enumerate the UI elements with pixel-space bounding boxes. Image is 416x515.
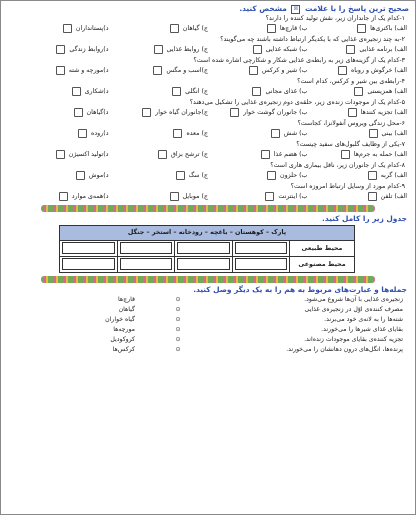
- option-checkbox[interactable]: [142, 108, 151, 117]
- match-statement: شته‌ها را به لانه‌ی خود می‌برند.: [324, 316, 403, 324]
- answer-option[interactable]: [109, 24, 209, 33]
- option-label: ب) شش: [283, 129, 308, 137]
- match-dot-icon[interactable]: ⊙: [175, 316, 181, 324]
- question-text: ۴-رابطه‌ی بین شیر و کرکس، کدام است؟: [297, 77, 405, 85]
- answer-option[interactable]: [208, 24, 308, 33]
- option-label: ب) حلزون: [279, 171, 308, 179]
- option-label: د)شکاری: [84, 87, 109, 95]
- match-answer: گیاهان: [118, 306, 135, 314]
- option-label: ب) شبکه غذایی: [265, 45, 308, 53]
- question-options: [9, 86, 407, 97]
- option-label: ب) جانوران گوشت خوار: [243, 108, 308, 116]
- option-checkbox[interactable]: [341, 150, 350, 159]
- option-label: د)همه‌ی موارد: [71, 192, 109, 200]
- question-options: [9, 65, 407, 76]
- question-options: [9, 44, 407, 55]
- answer-option[interactable]: [308, 129, 408, 138]
- answer-option[interactable]: [308, 108, 408, 117]
- match-answer: کرکس‌ها: [112, 346, 135, 354]
- option-checkbox[interactable]: [170, 192, 179, 201]
- answer-option[interactable]: [308, 192, 408, 201]
- question-text: ۱-کدام یک از جانداران زیر، نقش تولید کننده را دارند؟: [265, 14, 405, 22]
- option-checkbox[interactable]: [74, 108, 83, 117]
- option-checkbox[interactable]: [72, 87, 81, 96]
- option-label: ب) قارچ‌ها: [279, 24, 308, 32]
- option-label: ب) غذای مجانی: [265, 87, 308, 95]
- match-row: [7, 326, 409, 336]
- section2-title: جدول زیر را کامل کنید.: [322, 213, 407, 223]
- answer-cell[interactable]: [232, 240, 289, 256]
- option-checkbox[interactable]: [76, 171, 85, 180]
- option-label: ج) معده: [186, 129, 208, 137]
- option-checkbox[interactable]: [354, 87, 363, 96]
- answer-cell[interactable]: [232, 256, 289, 272]
- match-dot-icon[interactable]: ⊙: [175, 306, 181, 314]
- question-options: [9, 128, 407, 139]
- section1-title: [7, 4, 409, 14]
- match-row: [7, 316, 409, 326]
- match-row: [7, 306, 409, 316]
- option-checkbox[interactable]: [249, 66, 258, 75]
- answer-cell[interactable]: [60, 240, 118, 256]
- option-checkbox[interactable]: [348, 108, 357, 117]
- answer-cell[interactable]: [117, 240, 174, 256]
- option-label: الف) تلفن: [380, 192, 407, 200]
- answer-option[interactable]: [109, 192, 209, 201]
- option-label: د)تولید اکسیژن: [68, 150, 109, 158]
- table-row: [60, 240, 355, 256]
- answer-cell[interactable]: [60, 256, 118, 272]
- option-label: د)پستانداران: [75, 24, 109, 32]
- answer-option[interactable]: [208, 87, 308, 96]
- answer-option[interactable]: [208, 108, 308, 117]
- row-label-natural: محیط طبیعی: [290, 240, 355, 256]
- section1-title-end: مشخص کنید.: [239, 4, 287, 13]
- option-checkbox[interactable]: [59, 192, 68, 201]
- answer-option[interactable]: [208, 129, 308, 138]
- table-header-words: پارک – کوهستان – باغچه – رودخانه – استخر – جنگل: [60, 225, 355, 240]
- answer-option[interactable]: [308, 171, 408, 180]
- option-checkbox[interactable]: [261, 150, 270, 159]
- answer-option[interactable]: [208, 150, 308, 159]
- fill-table: [59, 225, 355, 273]
- option-label: الف) بینی: [381, 129, 407, 137]
- option-checkbox[interactable]: [78, 129, 87, 138]
- match-statement: زنجیره‌ی غذایی با آن‌ها شروع می‌شود.: [304, 296, 403, 304]
- answer-option[interactable]: [9, 171, 109, 180]
- questions-list: [1, 15, 415, 202]
- option-checkbox[interactable]: [338, 66, 347, 75]
- option-label: الف) همزیستی: [367, 87, 407, 95]
- answer-option[interactable]: [109, 66, 209, 75]
- answer-option[interactable]: [109, 171, 209, 180]
- answer-option[interactable]: [109, 150, 209, 159]
- option-label: الف) حمله به جرم‌ها: [353, 150, 407, 158]
- option-label: الف) تجزیه کنندها: [360, 108, 407, 116]
- match-dot-icon[interactable]: ⊙: [175, 296, 181, 304]
- option-checkbox[interactable]: [368, 192, 377, 201]
- option-checkbox[interactable]: [176, 171, 185, 180]
- option-label: ج) گیاهان: [182, 24, 208, 32]
- option-checkbox[interactable]: [172, 87, 181, 96]
- answer-option[interactable]: [308, 150, 408, 159]
- option-checkbox[interactable]: [369, 129, 378, 138]
- answer-option[interactable]: [9, 66, 109, 75]
- option-label: الف) برنامه غذایی: [359, 45, 407, 53]
- option-checkbox[interactable]: [153, 66, 162, 75]
- match-dot-icon[interactable]: ⊙: [175, 346, 181, 354]
- option-checkbox[interactable]: [346, 45, 355, 54]
- question-options: [9, 170, 407, 181]
- option-label: ب) اینترنت: [278, 192, 308, 200]
- option-checkbox[interactable]: [56, 45, 65, 54]
- section1-title-text: صحیح ترین پاسخ را با علامت: [304, 4, 409, 13]
- option-checkbox[interactable]: [154, 45, 163, 54]
- option-checkbox[interactable]: [253, 45, 262, 54]
- answer-cell[interactable]: [175, 240, 232, 256]
- match-answer: گیاه خواران: [105, 316, 135, 324]
- answer-option[interactable]: [308, 66, 408, 75]
- match-statement: بقایای غذای شیرها را می‌خورند.: [321, 326, 403, 334]
- answer-option[interactable]: [9, 108, 109, 117]
- answer-option[interactable]: [109, 87, 209, 96]
- question-text: ۲-به چند زنجیره‌ی غذایی که با یکدیگر ارتباط داشته باشند چه می‌گویند؟: [220, 35, 405, 43]
- option-checkbox[interactable]: [267, 24, 276, 33]
- option-label: ب) شیر و کرکس: [261, 66, 308, 74]
- answer-option[interactable]: [308, 87, 408, 96]
- decorative-vine-divider: [41, 205, 375, 212]
- table-row: [60, 256, 355, 272]
- option-label: الف) گربه: [380, 171, 407, 179]
- option-label: د)گیاهان: [86, 108, 109, 116]
- section3-title: جمله‌ها و عبارت‌های مربوط به هم را به یک دیگر وصل کنید.: [193, 284, 407, 294]
- answer-option[interactable]: [208, 66, 308, 75]
- question-text: ۳-کدام یک از گزینه‌های زیر به رابطه‌ی غذایی شکار و شکارچی اشاره شده است؟: [193, 56, 405, 64]
- question-options: [9, 23, 407, 34]
- match-answer: کروکودیل: [110, 336, 135, 344]
- answer-option[interactable]: [109, 129, 209, 138]
- match-dot-icon[interactable]: ⊙: [175, 326, 181, 334]
- option-checkbox[interactable]: [267, 171, 276, 180]
- option-label: ج) موبایل: [182, 192, 208, 200]
- option-checkbox[interactable]: [170, 24, 179, 33]
- option-label: ج) انگلی: [185, 87, 208, 95]
- option-label: الف) خرگوش و روباه: [350, 66, 407, 74]
- option-label: ج) روابط غذایی: [166, 45, 208, 53]
- answer-option[interactable]: [208, 171, 308, 180]
- option-label: الف) باکتری‌ها: [370, 24, 407, 32]
- option-checkbox[interactable]: [56, 66, 65, 75]
- option-checkbox[interactable]: [230, 108, 239, 117]
- match-row: [7, 296, 409, 306]
- option-checkbox[interactable]: [368, 171, 377, 180]
- option-label: ب) هضم غذا: [273, 150, 308, 158]
- option-checkbox[interactable]: [252, 87, 261, 96]
- question-text: ۹-کدام مورد از وسایل ارتباط امروزه است؟: [290, 182, 405, 190]
- answer-cell[interactable]: [117, 256, 174, 272]
- matching-list: [1, 296, 415, 356]
- option-checkbox[interactable]: [158, 150, 167, 159]
- answer-option[interactable]: [9, 45, 109, 54]
- answer-option[interactable]: [308, 24, 408, 33]
- answer-option[interactable]: [9, 150, 109, 159]
- option-checkbox[interactable]: [173, 129, 182, 138]
- option-label: ج)جانوران گیاه خوار: [155, 108, 208, 116]
- option-label: ج) ترشح بزاق: [171, 150, 208, 158]
- question-text: ۶-محل زندگی ویروس آنفولانزا، کجاست؟: [297, 119, 405, 127]
- answer-option[interactable]: [9, 87, 109, 96]
- answer-option[interactable]: [9, 129, 109, 138]
- answer-option[interactable]: [109, 108, 209, 117]
- answer-option[interactable]: [208, 192, 308, 201]
- checkbox-mark-icon: ☒: [291, 5, 300, 14]
- option-label: ج)اسب و مگس: [166, 66, 208, 74]
- option-label: ج) سگ: [188, 171, 208, 179]
- question-text: ۵-کدام یک از موجودات زنده‌ی زیر، حلقه‌ی دوم زنجیره‌ی غذایی را تشکیل می‌دهند؟: [189, 98, 405, 106]
- option-checkbox[interactable]: [63, 24, 72, 33]
- question-text: ۷-یکی از وظایف گلبول‌های سفید چیست؟: [296, 140, 405, 148]
- answer-option[interactable]: [9, 192, 109, 201]
- option-label: د)روده: [91, 129, 109, 137]
- match-statement: مصرف کننده‌ی اوّل در زنجیره‌ی غذایی: [304, 306, 403, 314]
- option-checkbox[interactable]: [265, 192, 274, 201]
- answer-option[interactable]: [109, 45, 209, 54]
- match-answer: قارچ‌ها: [118, 296, 135, 304]
- match-statement: تجزیه کننده‌ی بقایای موجودات زنده‌اند.: [304, 336, 403, 344]
- option-label: د)موش: [88, 171, 109, 179]
- row-label-artificial: محیط مصنوعی: [290, 256, 355, 272]
- answer-option[interactable]: [208, 45, 308, 54]
- option-label: د)روابط زندگی: [69, 45, 109, 53]
- option-checkbox[interactable]: [357, 24, 366, 33]
- question-options: [9, 107, 407, 118]
- option-checkbox[interactable]: [56, 150, 65, 159]
- match-answer: مورچه‌ها: [113, 326, 135, 334]
- match-dot-icon[interactable]: ⊙: [175, 336, 181, 344]
- match-statement: پرنده‌ها، انگل‌های درون دهانشان را می‌خورند.: [286, 346, 403, 354]
- answer-cell[interactable]: [175, 256, 232, 272]
- question-options: [9, 191, 407, 202]
- decorative-vine-divider: [41, 276, 375, 283]
- answer-option[interactable]: [9, 24, 109, 33]
- match-row: [7, 346, 409, 356]
- option-label: د)مورچه و شته: [68, 66, 109, 74]
- answer-option[interactable]: [308, 45, 408, 54]
- question-text: ۸-کدام یک از جانوران زیر، ناقل بیماری هاری است؟: [270, 161, 405, 169]
- question-options: [9, 149, 407, 160]
- match-row: [7, 336, 409, 346]
- option-checkbox[interactable]: [271, 129, 280, 138]
